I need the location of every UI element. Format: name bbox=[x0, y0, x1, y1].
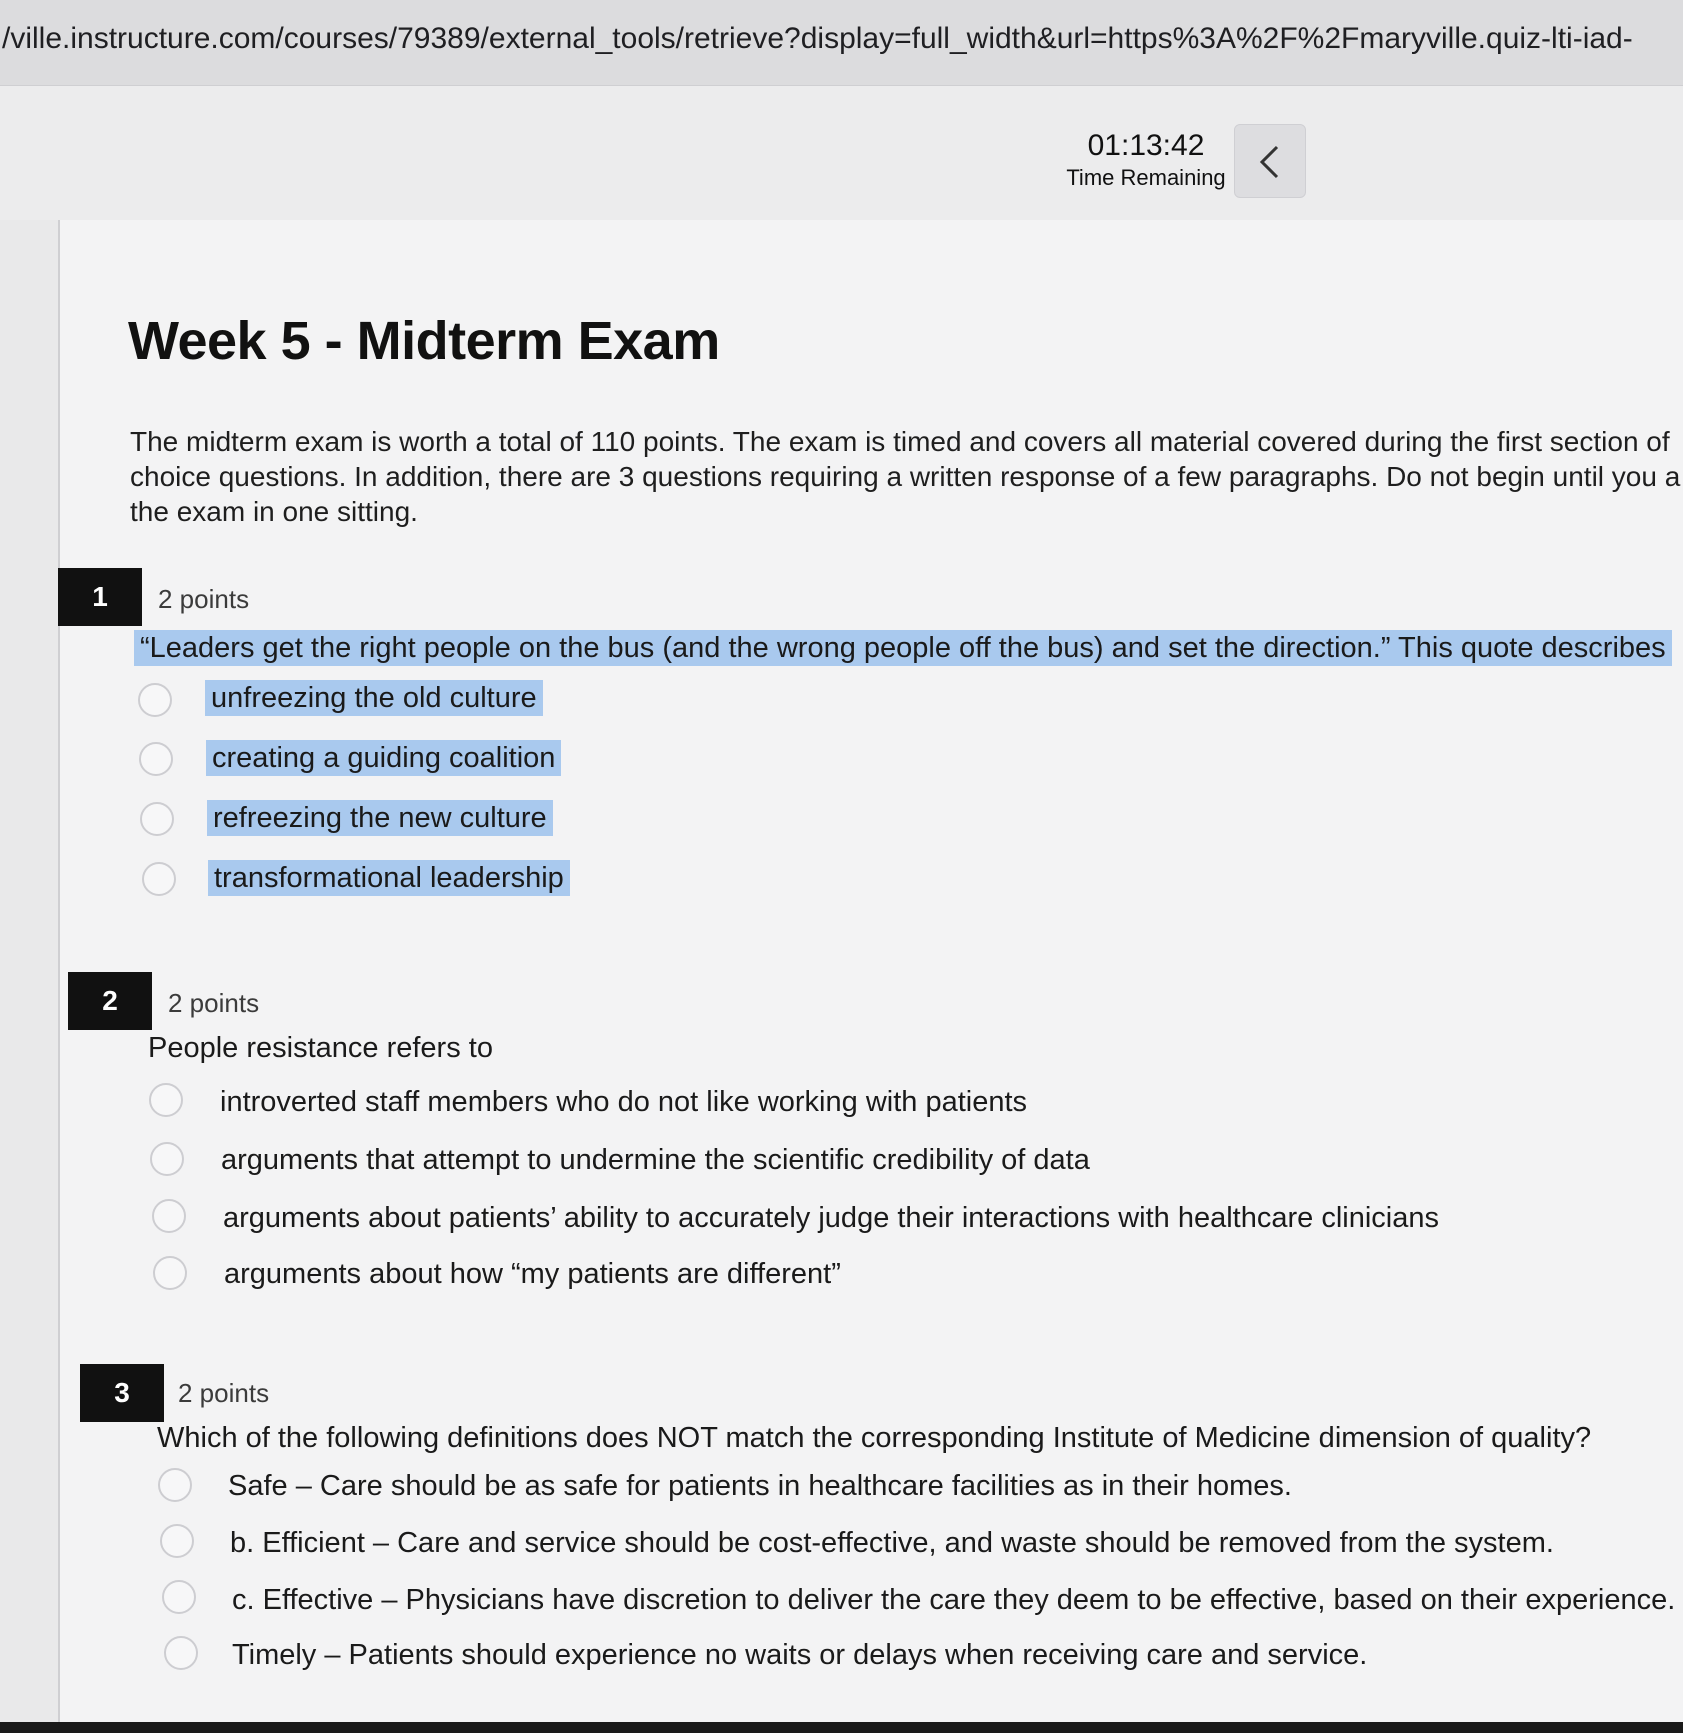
answer-option[interactable]: arguments about how “my patients are different” bbox=[224, 1258, 841, 1290]
answer-radio[interactable] bbox=[160, 1524, 194, 1558]
answer-option[interactable]: arguments that attempt to undermine the scientific credibility of data bbox=[221, 1144, 1090, 1176]
answer-option[interactable] bbox=[205, 682, 543, 715]
question-number-2: 2 bbox=[68, 972, 152, 1030]
answer-label: transformational leadership bbox=[208, 860, 570, 896]
screen-bottom-edge bbox=[0, 1722, 1683, 1733]
instructions-line: the exam in one sitting. bbox=[130, 496, 418, 527]
answer-option[interactable]: b. Efficient – Care and service should be cost-effective, and waste should be removed from the system. bbox=[230, 1527, 1554, 1559]
instructions-line: The midterm exam is worth a total of 110 points. The exam is timed and covers all material covered during the first section of bbox=[130, 426, 1670, 457]
page-title: Week 5 - Midterm Exam bbox=[128, 311, 720, 371]
question-points: 2 points bbox=[158, 584, 250, 614]
timer-label: Time Remaining bbox=[1066, 165, 1226, 190]
instructions-line: choice questions. In addition, there are 3 questions requiring a written response of a few paragraphs. Do not begin until you a bbox=[130, 461, 1681, 492]
answer-option[interactable]: c. Effective – Physicians have discretion to deliver the care they deem to be effective, based on their experience. bbox=[232, 1584, 1676, 1616]
question-number-3: 3 bbox=[80, 1364, 164, 1422]
question-text: People resistance refers to bbox=[148, 1032, 493, 1064]
answer-option[interactable]: Timely – Patients should experience no waits or delays when receiving care and service. bbox=[232, 1639, 1368, 1671]
answer-option[interactable]: introverted staff members who do not like working with patients bbox=[220, 1086, 1028, 1118]
chevron-left-icon bbox=[1257, 145, 1283, 179]
answer-radio[interactable] bbox=[153, 1256, 187, 1290]
answer-radio[interactable] bbox=[158, 1468, 192, 1502]
question-text bbox=[134, 632, 1672, 665]
question-points: 2 points bbox=[168, 988, 260, 1018]
browser-address-bar[interactable] bbox=[0, 0, 1683, 86]
timer-value: 01:13:42 bbox=[1087, 129, 1205, 162]
answer-label: refreezing the new culture bbox=[207, 800, 553, 836]
answer-radio[interactable] bbox=[138, 683, 172, 717]
answer-option[interactable]: Safe – Care should be as safe for patients in healthcare facilities as in their homes. bbox=[228, 1470, 1292, 1502]
question-points: 2 points bbox=[178, 1378, 270, 1408]
answer-radio[interactable] bbox=[149, 1083, 183, 1117]
question-number-1: 1 bbox=[58, 568, 142, 626]
exam-instructions bbox=[130, 424, 1683, 529]
answer-radio[interactable] bbox=[139, 742, 173, 776]
question-text-highlighted: “Leaders get the right people on the bus (and the wrong people off the bus) and set the direction.” This quote describes bbox=[134, 630, 1672, 666]
answer-label: unfreezing the old culture bbox=[205, 680, 543, 716]
url-text[interactable]: /ville.instructure.com/courses/79389/external_tools/retrieve?display=full_width&url=https%3A%2F%2Fmaryville.quiz-lti-iad- bbox=[2, 22, 1633, 55]
quiz-header-bar bbox=[0, 86, 1683, 220]
collapse-timer-button[interactable] bbox=[1234, 124, 1306, 198]
answer-radio[interactable] bbox=[152, 1199, 186, 1233]
answer-option[interactable] bbox=[208, 862, 570, 895]
answer-radio[interactable] bbox=[140, 802, 174, 836]
answer-radio[interactable] bbox=[150, 1142, 184, 1176]
answer-option[interactable]: arguments about patients’ ability to accurately judge their interactions with healthcare clinicians bbox=[223, 1202, 1439, 1234]
answer-option[interactable] bbox=[206, 742, 561, 775]
answer-option[interactable] bbox=[207, 802, 553, 835]
question-text: Which of the following definitions does NOT match the corresponding Institute of Medicine dimension of quality? bbox=[157, 1422, 1592, 1454]
answer-radio[interactable] bbox=[162, 1580, 196, 1614]
answer-radio[interactable] bbox=[142, 862, 176, 896]
answer-label: creating a guiding coalition bbox=[206, 740, 561, 776]
answer-radio[interactable] bbox=[164, 1636, 198, 1670]
timer bbox=[1060, 128, 1232, 192]
